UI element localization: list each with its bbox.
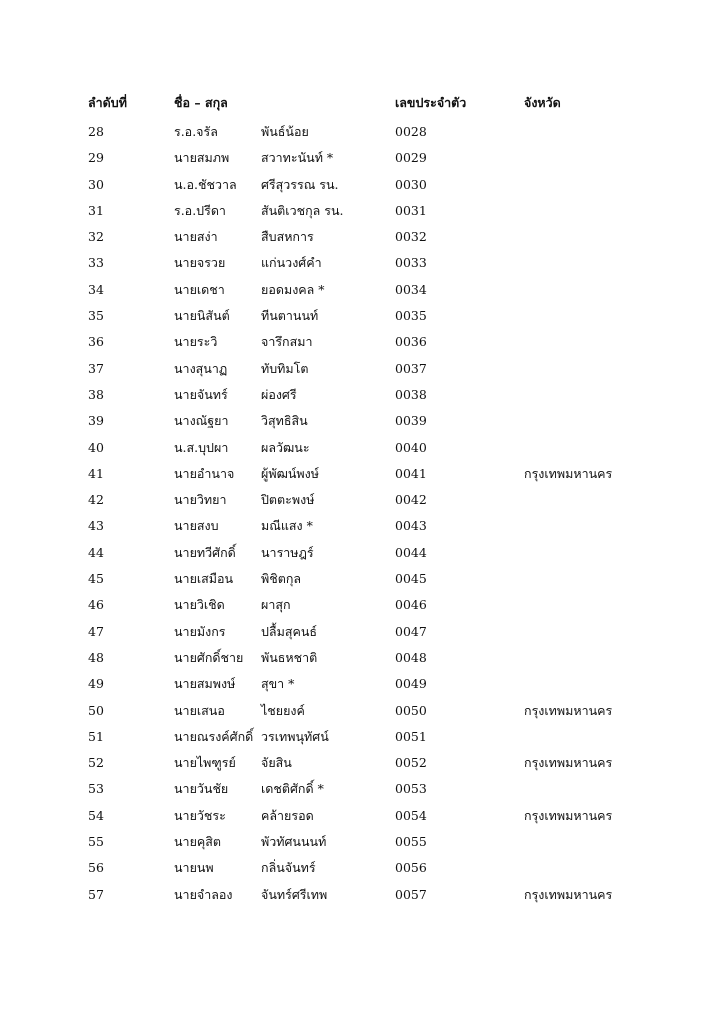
table-row [88,829,648,855]
row-seq: 41 [88,465,104,481]
row-seq: 54 [88,807,104,823]
row-seq: 49 [88,676,104,692]
table-row [88,592,648,618]
row-id: 0042 [395,492,427,508]
table-row [88,487,648,513]
row-last-name: พิชิตกุล [261,571,302,587]
header-province: จังหวัด [524,95,561,110]
row-seq: 44 [88,544,104,560]
row-province: กรุงเทพมหานคร [524,702,613,718]
row-id: 0054 [395,807,427,823]
row-first-name: นายเสมือน [174,571,234,587]
table-row [88,119,648,145]
row-last-name: ไชยยงค์ [261,702,305,718]
row-seq: 30 [88,176,104,192]
row-seq: 33 [88,255,104,271]
row-id: 0039 [395,413,427,429]
table-body [88,119,648,908]
row-last-name: ผู้พัฒน์พงษ์ [261,465,319,481]
row-seq: 48 [88,649,104,665]
row-last-name: ปลื้มสุคนธ์ [261,623,317,639]
row-first-name: นายอำนาจ [174,465,235,481]
row-last-name: สืบสหการ [261,229,314,245]
row-seq: 36 [88,334,104,350]
header-id: เลขประจำตัว [395,95,467,110]
row-seq: 32 [88,229,104,245]
row-last-name: แก่นวงศ์คำ [261,255,322,271]
table-row [88,882,648,908]
row-last-name: ทับทิมโต [261,360,309,376]
table-row [88,329,648,355]
row-last-name: จารึกสมา [261,334,313,350]
row-first-name: นายณรงค์ศักดิ์ [174,728,254,744]
row-first-name: ร.อ.ปรีดา [174,202,226,218]
row-id: 0051 [395,728,427,744]
row-first-name: นายวิทยา [174,492,227,508]
row-first-name: นายศักดิ์ชาย [174,649,244,665]
row-first-name: นายสงบ [174,518,219,534]
row-last-name: ปิตตะพงษ์ [261,492,315,508]
row-id: 0032 [395,229,427,245]
row-first-name: นายสง่า [174,229,218,245]
row-id: 0044 [395,544,427,560]
row-seq: 31 [88,202,104,218]
table-row [88,382,648,408]
table-row [88,619,648,645]
row-first-name: นายระวิ [174,334,218,350]
row-id: 0029 [395,150,427,166]
header-seq: ลำดับที่ [88,95,127,110]
row-seq: 29 [88,150,104,166]
table-row [88,408,648,434]
row-id: 0047 [395,623,427,639]
table-row [88,671,648,697]
row-id: 0048 [395,649,427,665]
row-last-name: ผ่องศรี [261,386,297,402]
row-first-name: นางณัฐยา [174,413,229,429]
row-last-name: ยอดมงคล * [261,281,325,297]
row-first-name: นายนิสันต์ [174,308,230,324]
table-row [88,224,648,250]
table-header [88,90,648,119]
row-last-name: มณีแสง * [261,518,313,534]
row-last-name: วิสุทธิสิน [261,413,308,429]
row-seq: 57 [88,886,104,902]
row-first-name: นางสุนาฏ [174,360,228,376]
table-row [88,698,648,724]
row-last-name: จันทร์ศรีเทพ [261,886,328,902]
row-first-name: นายวันชัย [174,781,229,797]
row-seq: 40 [88,439,104,455]
row-first-name: นายจันทร์ [174,386,228,402]
row-id: 0035 [395,308,427,324]
row-first-name: ร.อ.จรัล [174,124,218,139]
row-first-name: นายสมภพ [174,150,230,166]
row-first-name: นายไพฑูรย์ [174,755,236,771]
row-last-name: พัวทัศนนนท์ [261,834,327,850]
row-first-name: น.อ.ชัชวาล [174,176,237,192]
row-last-name: ศรีสุวรรณ รน. [261,176,339,192]
row-id: 0030 [395,176,427,192]
table-row [88,303,648,329]
row-first-name: นายวัชระ [174,807,226,823]
row-id: 0031 [395,202,427,218]
row-province: กรุงเทพมหานคร [524,755,613,771]
row-id: 0055 [395,834,427,850]
table-row [88,356,648,382]
table-row [88,513,648,539]
table-row [88,172,648,198]
table-row [88,803,648,829]
row-last-name: พันธ์น้อย [261,124,309,139]
row-last-name: พันธหชาติ [261,649,318,665]
row-id: 0033 [395,255,427,271]
row-seq: 46 [88,597,104,613]
row-seq: 56 [88,860,104,876]
row-last-name: สันติเวชกุล รน. [261,202,344,218]
table-row [88,855,648,881]
row-first-name: นายจรวย [174,255,226,271]
row-first-name: นายคุสิต [174,834,221,850]
table-row [88,198,648,224]
row-seq: 37 [88,360,104,376]
row-first-name: นายเสนอ [174,702,225,718]
row-seq: 45 [88,571,104,587]
row-seq: 55 [88,834,104,850]
row-id: 0043 [395,518,427,534]
row-last-name: ผาสุก [261,597,291,613]
row-first-name: นายนพ [174,860,214,876]
row-seq: 50 [88,702,104,718]
row-last-name: วรเทพนุทัศน์ [261,728,329,744]
row-seq: 28 [88,124,104,139]
row-id: 0028 [395,124,427,139]
row-province: กรุงเทพมหานคร [524,807,613,823]
row-last-name: สุขา * [261,676,295,692]
row-last-name: ผลวัฒนะ [261,439,310,455]
row-seq: 51 [88,728,104,744]
row-seq: 53 [88,781,104,797]
row-id: 0040 [395,439,427,455]
row-seq: 35 [88,308,104,324]
row-id: 0041 [395,465,427,481]
table-row [88,566,648,592]
row-first-name: น.ส.บุปผา [174,439,229,455]
row-first-name: นายทวีศักดิ์ [174,544,236,560]
table-row [88,250,648,276]
row-last-name: กลิ่นจันทร์ [261,860,316,876]
row-id: 0038 [395,386,427,402]
row-id: 0036 [395,334,427,350]
row-seq: 52 [88,755,104,771]
table-row [88,776,648,802]
row-seq: 42 [88,492,104,508]
row-first-name: นายจำลอง [174,886,233,902]
row-province: กรุงเทพมหานคร [524,465,613,481]
row-last-name: สวาทะนันท์ * [261,150,334,166]
row-id: 0045 [395,571,427,587]
table-row [88,145,648,171]
row-province: กรุงเทพมหานคร [524,886,613,902]
row-last-name: เดชติศักดิ์ * [261,781,324,797]
row-seq: 38 [88,386,104,402]
row-id: 0053 [395,781,427,797]
row-last-name: นาราษฎร์ [261,544,314,560]
table-row [88,277,648,303]
row-id: 0046 [395,597,427,613]
row-id: 0057 [395,886,427,902]
table-row [88,750,648,776]
row-seq: 47 [88,623,104,639]
table-row [88,645,648,671]
table-row [88,461,648,487]
row-id: 0052 [395,755,427,771]
row-last-name: คล้ายรอด [261,807,314,823]
row-seq: 39 [88,413,104,429]
row-first-name: นายมังกร [174,623,226,639]
row-id: 0056 [395,860,427,876]
row-first-name: นายเดชา [174,281,225,297]
row-id: 0049 [395,676,427,692]
row-seq: 34 [88,281,104,297]
row-first-name: นายสมพงษ์ [174,676,236,692]
table-row [88,435,648,461]
row-last-name: ทีนตานนท์ [261,308,319,324]
row-seq: 43 [88,518,104,534]
roster-table [88,90,648,908]
table-row [88,540,648,566]
row-id: 0037 [395,360,427,376]
header-name: ชื่อ – สกุล [174,95,228,110]
row-last-name: จัยสิน [261,755,292,771]
row-id: 0034 [395,281,427,297]
table-row [88,724,648,750]
row-first-name: นายวิเชิด [174,597,225,613]
row-id: 0050 [395,702,427,718]
